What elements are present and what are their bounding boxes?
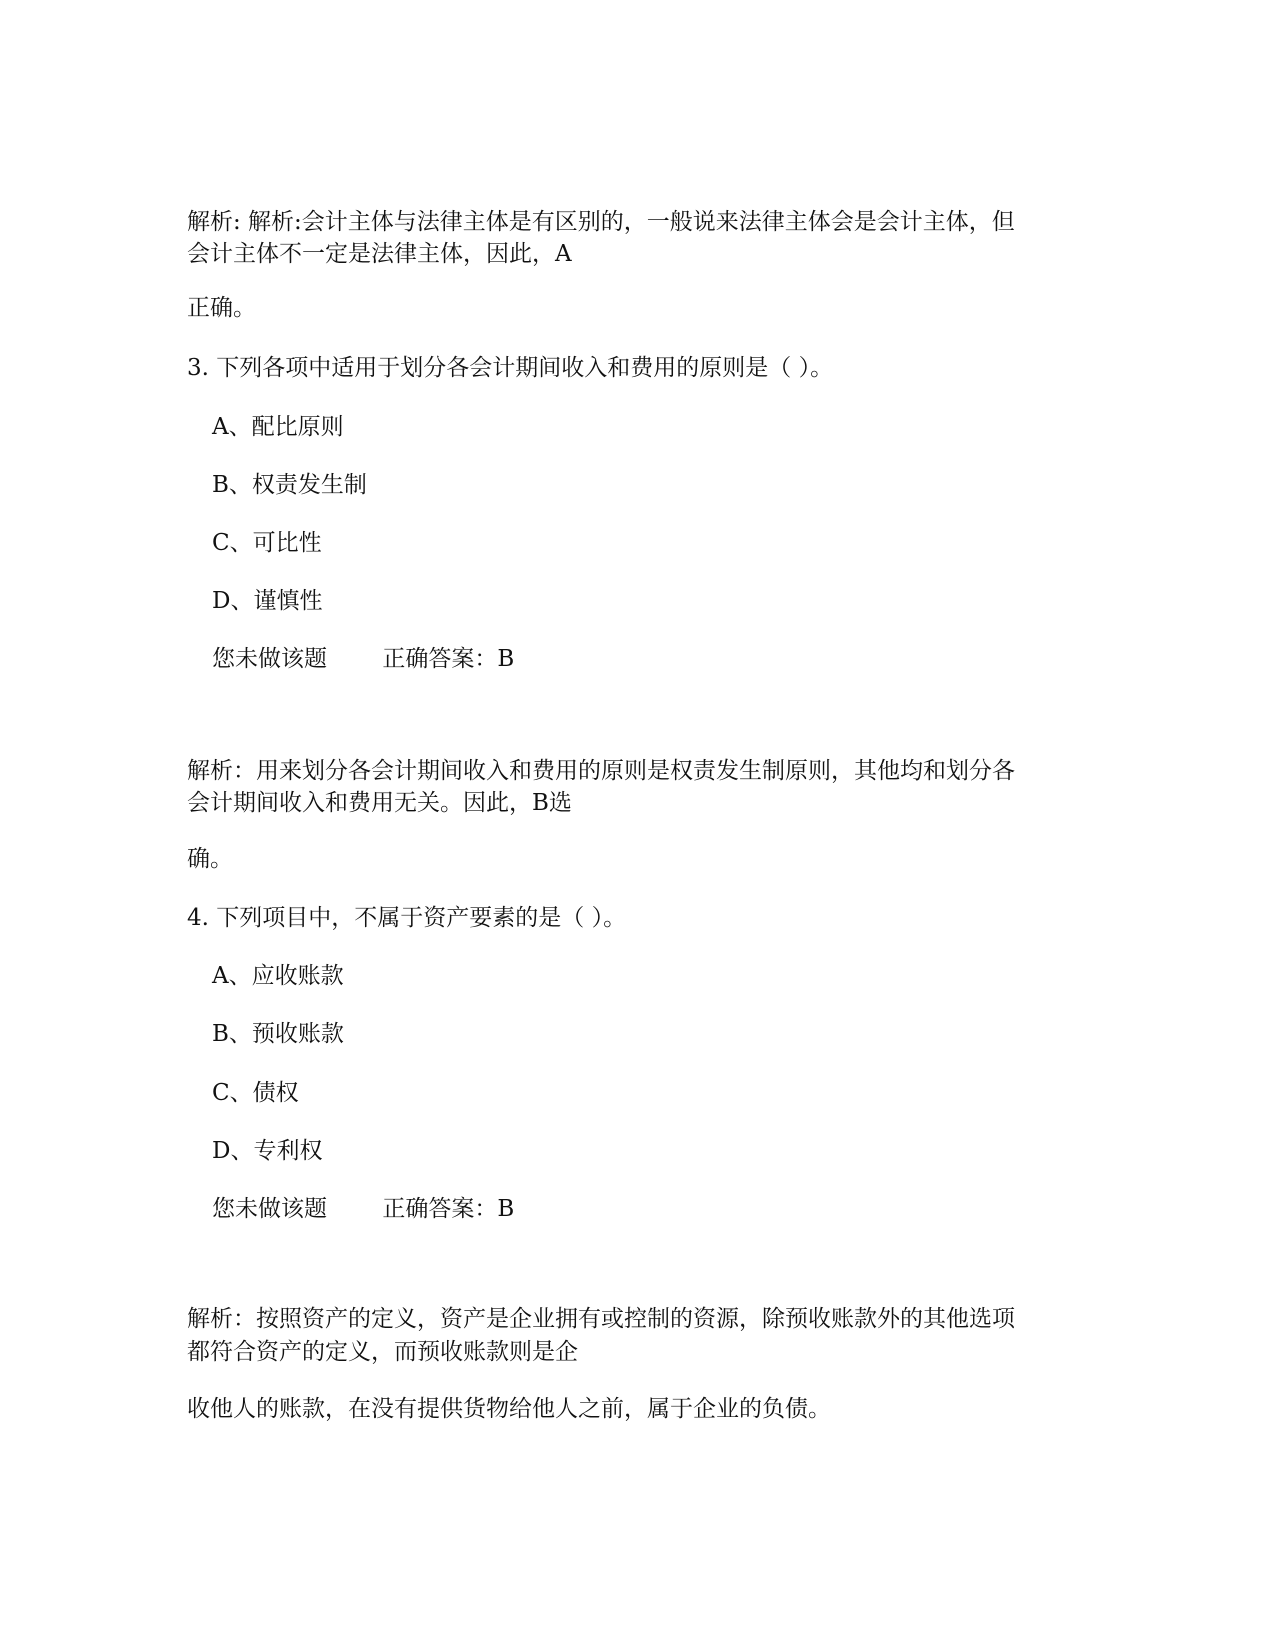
- question-3-option-b: B、权责发生制: [212, 472, 367, 498]
- question-4-option-a: A、应收账款: [212, 963, 344, 989]
- question-3-status: 您未做该题: [212, 646, 327, 672]
- question-3-stem: 3. 下列各项中适用于划分各会计期间收入和费用的原则是（ ）。: [187, 355, 834, 381]
- question-3-analysis-line-1: 解析：用来划分各会计期间收入和费用的原则是权责发生制原则，其他均和划分各: [187, 758, 1015, 784]
- question-4-result: [212, 1193, 514, 1225]
- question-4-answer: 正确答案：B: [382, 1196, 515, 1222]
- question-3-option-a: A、配比原则: [212, 414, 344, 440]
- question-4-analysis-line-1: 解析：按照资产的定义，资产是企业拥有或控制的资源，除预收账款外的其他选项: [187, 1306, 1015, 1332]
- question-4-option-c: C、债权: [212, 1080, 299, 1106]
- question-3-option-d: D、谨慎性: [212, 588, 323, 614]
- question-4-option-d: D、专利权: [212, 1138, 323, 1164]
- question-3-option-c: C、可比性: [212, 530, 322, 556]
- question-3-analysis-line-2: 会计期间收入和费用无关。因此，B选: [187, 790, 572, 816]
- question-4-status: 您未做该题: [212, 1196, 327, 1222]
- question-4-analysis-line-3: 收他人的账款，在没有提供货物给他人之前，属于企业的负债。: [187, 1396, 831, 1422]
- question-4-option-b: B、预收账款: [212, 1021, 344, 1047]
- question-4-analysis-line-2: 都符合资产的定义，而预收账款则是企: [187, 1339, 578, 1365]
- prev-analysis-line-1: 解析: 解析:会计主体与法律主体是有区别的，一般说来法律主体会是会计主体，但: [187, 209, 1015, 235]
- question-3-answer: 正确答案：B: [382, 646, 515, 672]
- question-3-analysis-line-3: 确。: [187, 846, 233, 872]
- prev-analysis-line-2: 会计主体不一定是法律主体，因此，A: [187, 241, 572, 267]
- prev-analysis-line-3: 正确。: [187, 295, 256, 321]
- question-3-result: [212, 643, 514, 675]
- question-4-stem: 4. 下列项目中，不属于资产要素的是（ ）。: [187, 905, 627, 931]
